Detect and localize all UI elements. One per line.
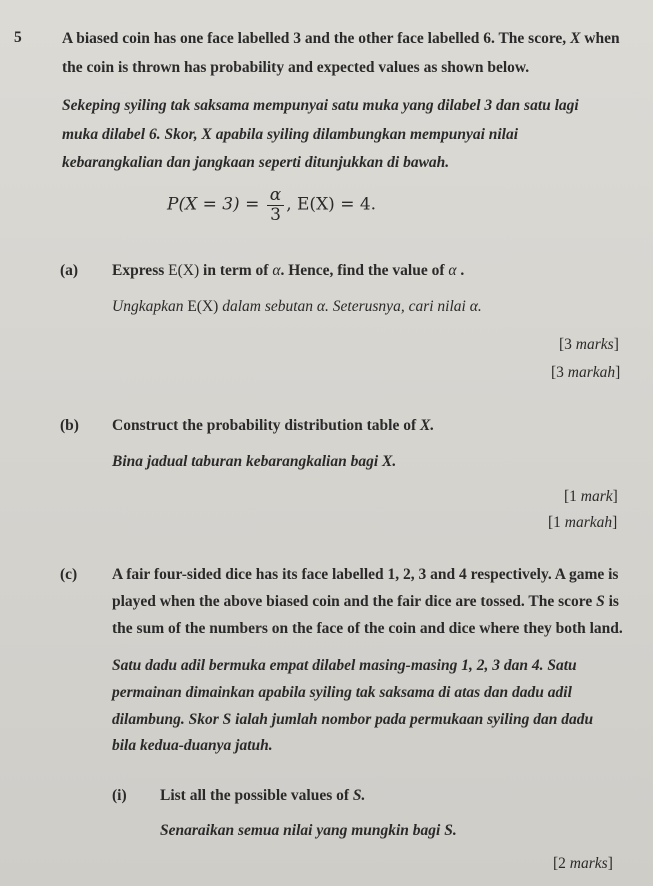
part-c-i-variable: S.	[352, 787, 366, 804]
part-b-en-text: Construct the probability distribution table of	[112, 417, 421, 434]
part-a-ms-text: Ungkapkan	[112, 298, 188, 315]
part-c-i-marks-en: [2 marks]	[553, 855, 613, 872]
part-c-ms-line1: Satu dadu adil bermuka empat dilabel masing-masing 1, 2, 3 dan 4. Satu	[112, 657, 577, 674]
part-c-i-label: (i)	[112, 787, 127, 804]
part-a-en-text4: .	[456, 262, 465, 279]
part-b-label: (b)	[60, 417, 79, 434]
question-intro-ms-line2: muka dilabel 6. Skor, X apabila syiling dilambungkan mempunyai nilai	[62, 126, 519, 143]
fraction-denominator: 3	[270, 204, 281, 225]
part-a-label: (a)	[60, 262, 79, 279]
part-c-en-line1: A fair four-sided dice has its face labelled 1, 2, 3 and 4 respectively. A game is	[112, 566, 619, 583]
part-a-en-text3: . Hence, find the value of	[280, 262, 449, 279]
part-b-variable: X.	[420, 417, 435, 434]
formula-lhs: P(X = 3) =	[167, 194, 265, 215]
part-a-alpha: α	[272, 262, 281, 279]
part-a-ms-ex: E(X)	[187, 298, 219, 315]
part-a-ms-text2: dalam sebutan α. Seterusnya, cari nilai α.	[218, 298, 482, 315]
part-c-i-en	[160, 788, 365, 804]
part-a-en-text2: in term of	[199, 262, 273, 279]
part-c-i-en-text: List all the possible values of	[160, 787, 353, 804]
part-c-ms-line2: permainan dimainkan apabila syiling tak saksama di atas dan dadu adil	[112, 684, 572, 701]
part-a-alpha2: α	[448, 262, 457, 279]
part-c-ms-line4: bila kedua-duanya jatuh.	[112, 737, 273, 754]
part-a-en-text: Express	[112, 262, 169, 279]
part-c-en-text: played when the above biased coin and the fair dice are tossed. The score	[112, 593, 597, 610]
part-a-en	[112, 263, 464, 279]
part-b-marks-en: [1 mark]	[564, 488, 618, 505]
part-c-i-ms: Senaraikan semua nilai yang mungkin bagi S.	[160, 822, 457, 839]
part-b-marks-ms: [1 markah]	[548, 514, 618, 531]
question-intro-ms-line1: Sekeping syiling tak saksama mempunyai satu muka yang dilabel 3 dan satu lagi	[62, 97, 579, 114]
part-a-ex: E(X)	[168, 262, 200, 279]
question-intro-en-line1	[62, 31, 620, 47]
question-intro-ms-line3: kebarangkalian dan jangkaan seperti ditunjukkan di bawah.	[62, 154, 450, 171]
part-c-variable: S	[596, 593, 605, 610]
part-b-en	[112, 418, 434, 434]
part-c-en-line2	[112, 594, 619, 610]
part-a-marks-ms: [3 markah]	[551, 364, 621, 381]
part-b-ms: Bina jadual taburan kebarangkalian bagi X.	[112, 453, 397, 470]
part-a-ms	[112, 299, 482, 315]
intro-text: A biased coin has one face labelled 3 and the other face labelled 6. The score,	[62, 30, 571, 47]
formula-rhs: , E(X) = 4.	[286, 194, 377, 215]
part-c-en-text2: is	[604, 593, 619, 610]
variable-x: X	[570, 30, 581, 47]
probability-formula	[167, 186, 376, 224]
formula-fraction	[267, 186, 284, 224]
question-number: 5	[14, 29, 22, 46]
part-a-marks-en: [3 marks]	[559, 336, 619, 353]
part-c-ms-line3: dilambung. Skor S ialah jumlah nombor pada permukaan syiling dan dadu	[112, 711, 594, 728]
question-intro-en-line2: the coin is thrown has probability and expected values as shown below.	[62, 59, 530, 76]
fraction-numerator: α	[267, 186, 284, 206]
part-c-label: (c)	[60, 566, 78, 583]
part-c-en-line3: the sum of the numbers on the face of the coin and dice where they both land.	[112, 620, 623, 637]
intro-text-end: when	[580, 30, 620, 47]
